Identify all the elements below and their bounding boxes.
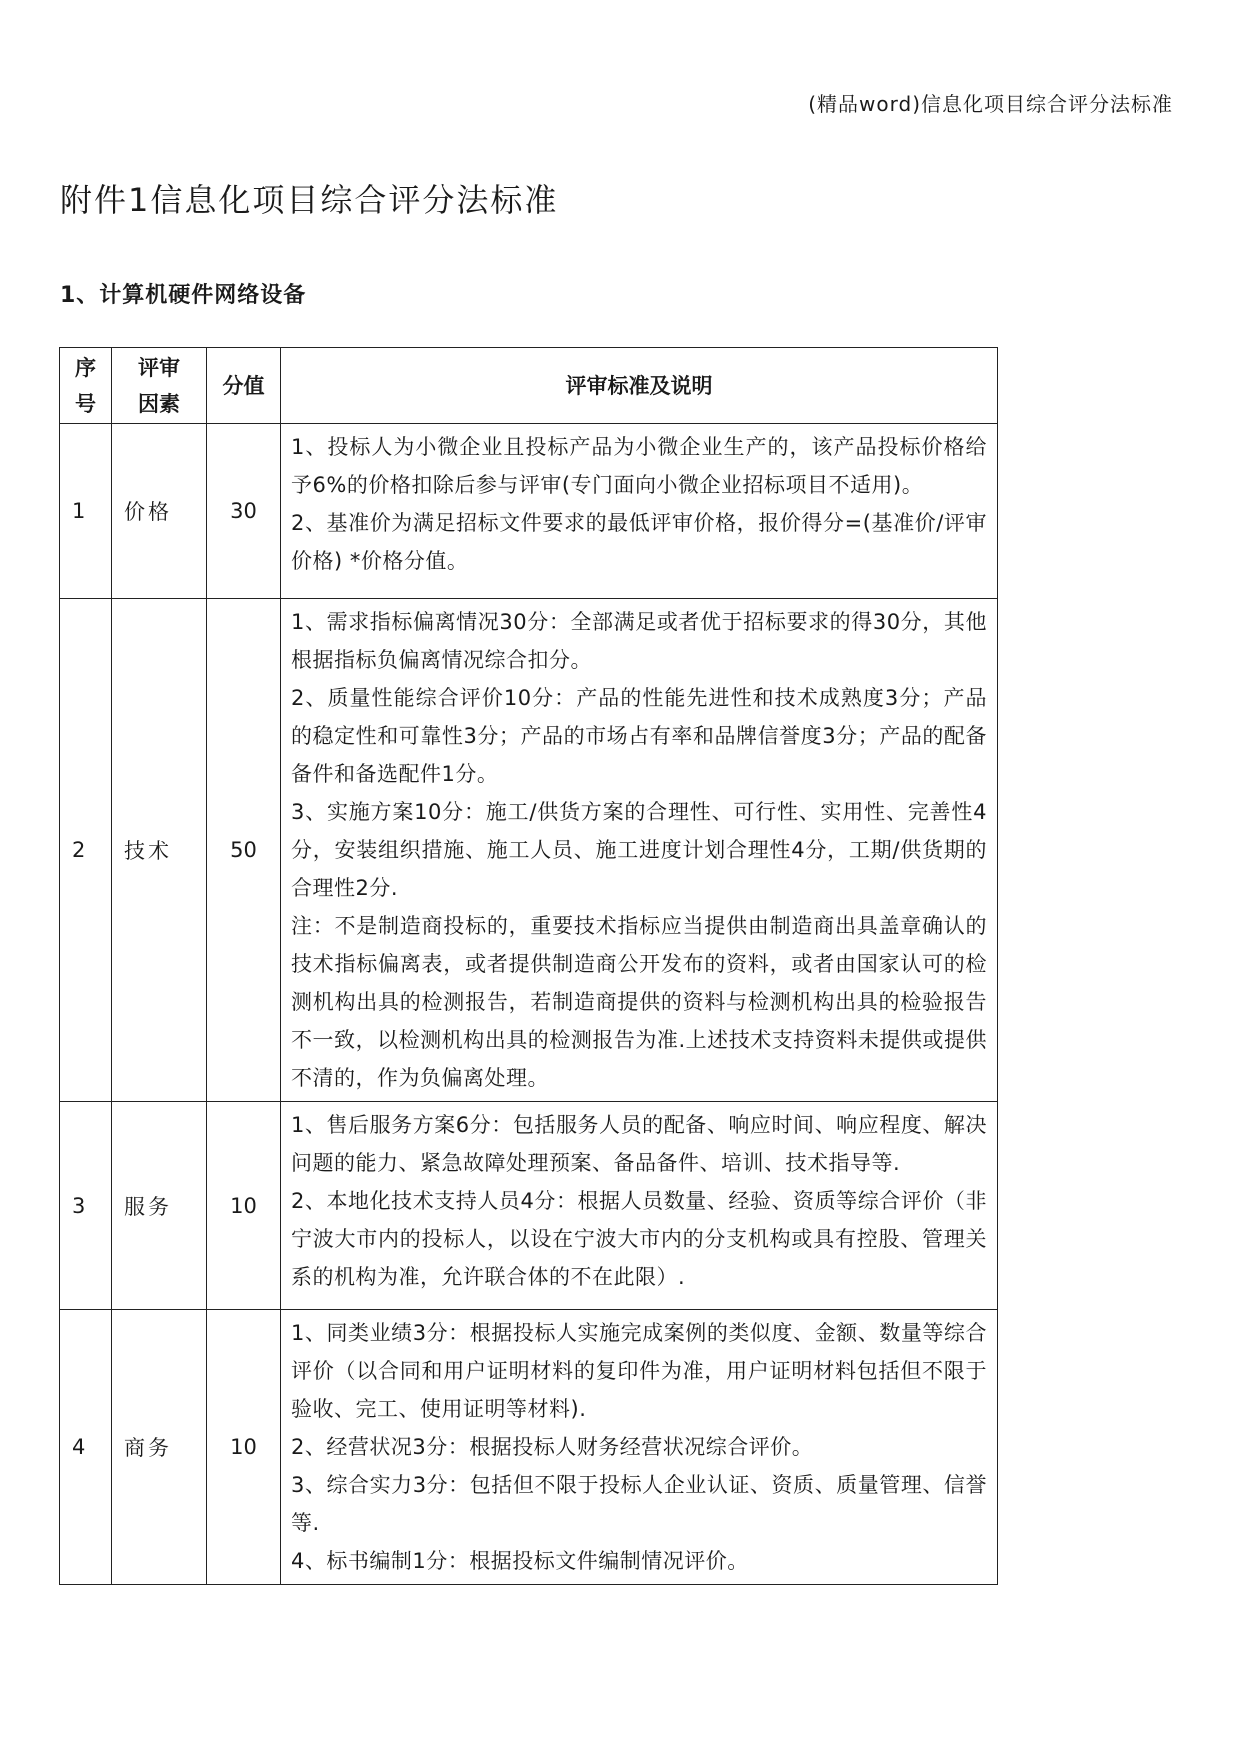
row-criteria <box>281 1102 998 1310</box>
row-score: 10 <box>207 1102 281 1310</box>
table-row <box>60 599 998 1102</box>
table-row <box>60 1310 998 1585</box>
row-factor: 服务 <box>112 1102 207 1310</box>
table-row <box>60 424 998 599</box>
column-header-seq-label: 序 号 <box>75 355 96 416</box>
row-score: 30 <box>207 424 281 599</box>
section-heading: 1、计算机硬件网络设备 <box>60 283 307 308</box>
row-factor: 商务 <box>112 1310 207 1585</box>
column-header-factor-label: 评审 因素 <box>138 355 180 416</box>
row-score: 50 <box>207 599 281 1102</box>
criteria-item: 注：不是制造商投标的，重要技术指标应当提供由制造商出具盖章确认的技术指标偏离表，或者提供制造商公开发布的资料，或者由国家认可的检测机构出具的检测报告，若制造商提供的资料与检测机构出具的检验报告不一致，以检测机构出具的检测报告为准.上述技术支持资料未提供或提供不清的，作为负偏离处理。 <box>291 914 987 1090</box>
row-criteria <box>281 424 998 599</box>
table-header-row <box>60 348 998 424</box>
criteria-item: 1、售后服务方案6分：包括服务人员的配备、响应时间、响应程度、解决问题的能力、紧急故障处理预案、备品备件、培训、技术指导等. <box>291 1113 987 1175</box>
criteria-item: 1、需求指标偏离情况30分：全部满足或者优于招标要求的得30分，其他根据指标负偏离情况综合扣分。 <box>291 610 987 672</box>
criteria-item: 2、本地化技术支持人员4分：根据人员数量、经验、资质等综合评价（非宁波大市内的投标人，以设在宁波大市内的分支机构或具有控股、管理关系的机构为准，允许联合体的不在此限）. <box>291 1189 987 1289</box>
criteria-item: 2、基准价为满足招标文件要求的最低评审价格，报价得分=(基准价/评审价格) *价格分值。 <box>291 511 987 573</box>
criteria-item: 1、同类业绩3分：根据投标人实施完成案例的类似度、金额、数量等综合评价（以合同和用户证明材料的复印件为准，用户证明材料包括但不限于验收、完工、使用证明等材料). <box>291 1321 987 1421</box>
row-criteria <box>281 1310 998 1585</box>
row-criteria <box>281 599 998 1102</box>
document-title: 附件1信息化项目综合评分法标准 <box>60 181 559 219</box>
criteria-item: 1、投标人为小微企业且投标产品为小微企业生产的，该产品投标价格给予6%的价格扣除后参与评审(专门面向小微企业招标项目不适用)。 <box>291 435 987 497</box>
criteria-item: 3、综合实力3分：包括但不限于投标人企业认证、资质、质量管理、信誉等. <box>291 1473 987 1535</box>
row-factor: 价格 <box>112 424 207 599</box>
row-seq: 1 <box>60 424 112 599</box>
table-row <box>60 1102 998 1310</box>
criteria-item: 2、经营状况3分：根据投标人财务经营状况综合评价。 <box>291 1435 814 1459</box>
table-body <box>60 424 998 1585</box>
row-seq: 4 <box>60 1310 112 1585</box>
column-header-seq <box>60 348 112 424</box>
column-header-score: 分值 <box>207 348 281 424</box>
row-factor: 技术 <box>112 599 207 1102</box>
criteria-item: 4、标书编制1分：根据投标文件编制情况评价。 <box>291 1549 749 1573</box>
row-seq: 2 <box>60 599 112 1102</box>
scoring-criteria-table <box>59 347 998 1585</box>
criteria-item: 3、实施方案10分：施工/供货方案的合理性、可行性、实用性、完善性4分，安装组织措施、施工人员、施工进度计划合理性4分，工期/供货期的合理性2分. <box>291 800 987 900</box>
row-score: 10 <box>207 1310 281 1585</box>
column-header-factor <box>112 348 207 424</box>
column-header-criteria: 评审标准及说明 <box>281 348 998 424</box>
document-header-label: (精品word)信息化项目综合评分法标准 <box>808 92 1173 116</box>
criteria-item: 2、质量性能综合评价10分：产品的性能先进性和技术成熟度3分；产品的稳定性和可靠性3分；产品的市场占有率和品牌信誉度3分；产品的配备备件和备选配件1分。 <box>291 686 987 786</box>
row-seq: 3 <box>60 1102 112 1310</box>
